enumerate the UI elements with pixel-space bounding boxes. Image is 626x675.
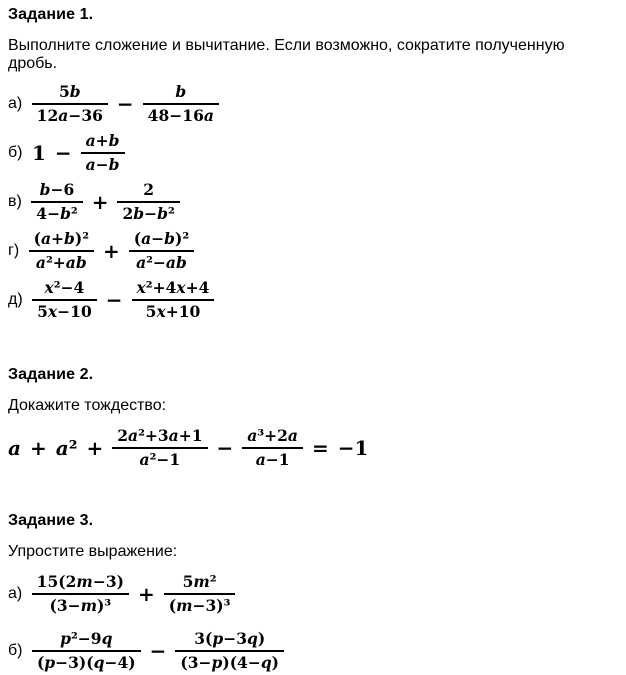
numerator: (a−b)² [129,229,194,252]
operator: + [91,190,109,214]
denominator: a²−1 [139,450,181,469]
task3-expression-1 [8,570,618,618]
numerator: 3(p−3q) [175,629,284,652]
task1-expression-3 [8,180,618,224]
task-2-section [8,366,618,472]
fraction [32,82,108,126]
numerator: x²+4x+4 [132,278,215,301]
math-variable: b [64,229,75,249]
math-variable: m [176,596,193,615]
operator: + [102,239,120,263]
operator: − [149,639,167,663]
item-label: а) [8,95,27,112]
fraction [32,572,129,616]
numerator: a³+2a [242,426,303,449]
math-variable: a [35,253,46,272]
fraction [175,629,284,673]
task-3-instruction: Упростите выражение: [8,543,178,560]
task-2-title: Задание 2. [8,366,94,383]
math-variable: q [260,653,272,672]
math-variable: a [85,155,96,174]
fraction [81,131,125,175]
math-variable: a [128,426,139,446]
fraction [129,229,194,273]
numerator [143,82,219,105]
item-label: б) [8,642,27,659]
denominator: a²+ab [35,253,87,272]
task-1-title: Задание 1. [8,6,94,23]
denominator: 48−16a [147,106,214,125]
math-variable: x [47,302,58,321]
math-variable: a [141,229,152,249]
math-variable: a [55,436,69,460]
fraction [29,229,94,273]
denominator: a²−ab [136,253,187,272]
numerator: b−6 [31,180,82,203]
fraction [32,629,141,673]
numerator: 2a²+3a+1 [112,426,207,449]
math-variable: x [176,278,186,298]
math-variable: b [133,204,145,223]
math-variable: a [58,106,69,125]
task-2-instruction: Докажите тождество: [8,397,167,414]
math-variable: p [60,629,71,649]
fraction [242,426,303,470]
math-variable: b [69,82,81,102]
math-variable: a [65,253,76,272]
numerator: p²−9q [32,629,141,652]
math-variable: b [108,131,120,151]
fraction [31,180,82,224]
numerator: 2 [117,180,179,203]
denominator: 5x−10 [37,302,92,321]
math-variable: p [212,629,224,649]
task-3-items [8,570,618,675]
numerator: 5m² [164,572,236,595]
math-variable: p [211,653,223,672]
numerator: (a+b)² [29,229,94,252]
denominator: 4−b² [36,204,78,223]
denominator: (3−m)³ [49,596,112,615]
operator: + [29,436,47,460]
fraction [32,278,97,322]
math-variable: a [203,106,214,125]
math-variable: m [193,572,210,592]
denominator: (3−p)(4−q) [180,653,280,672]
math-variable: p [44,653,56,672]
math-variable: a [8,436,21,460]
numerator: 15(2m−3) [32,572,129,595]
item-label: г) [8,242,24,259]
operator: − [116,92,134,116]
math-variable: a [165,253,176,272]
math-variable: a [247,426,258,446]
math-variable: a [40,229,51,249]
denominator: (p−3)(q−4) [36,653,136,672]
math-variable: x [136,278,146,298]
task-3-section [8,512,618,675]
math-variable: a [136,253,147,272]
fraction [143,82,219,126]
task1-expression-4 [8,229,618,273]
math-variable: b [175,82,187,102]
fraction [164,572,236,616]
math-variable: q [246,629,258,649]
math-text: −1 [337,436,369,460]
math-variable: b [175,253,187,272]
operator: + [137,582,155,606]
task-1-section [8,6,618,322]
math-variable: m [80,596,98,615]
math-variable: x [44,278,54,298]
math-variable: a [255,450,266,469]
operator: − [105,288,123,312]
operator: − [216,436,234,460]
math-variable: a [287,426,298,446]
math-variable: b [108,155,120,174]
math-variable: a [139,450,150,469]
math-variable: m [76,572,93,592]
math-variable: x [156,302,166,321]
math-variable: a [85,131,96,151]
denominator: 12a−36 [36,106,103,125]
fraction [117,180,179,224]
task1-expression-1 [8,82,618,126]
numerator: x²−4 [32,278,97,301]
task-1-instruction: Выполните сложение и вычитание. Если возможно, сократите полученную дробь. [8,37,565,72]
math-variable: q [93,653,105,672]
task2-expression-1 [8,424,618,472]
math-variable: b [39,180,51,200]
operator: − [54,141,72,165]
math-variable: q [101,629,113,649]
item-label: в) [8,193,27,210]
math-text: 1 [31,141,46,165]
math-text: a² [55,436,78,460]
denominator: 2b−b² [122,204,175,223]
denominator: (m−3)³ [168,596,231,615]
denominator: a−b [85,155,120,174]
task3-expression-2 [8,627,618,675]
fraction [112,426,207,470]
operator: + [86,436,104,460]
numerator: a+b [81,131,125,154]
item-label: б) [8,144,27,161]
task-1-items [8,82,618,322]
operator: = [311,436,329,460]
fraction [132,278,215,322]
math-variable: b [157,204,168,223]
math-variable: a [168,426,179,446]
math-text [8,436,21,460]
math-variable: b [164,229,175,249]
math-variable: b [60,204,71,223]
denominator: a−1 [255,450,290,469]
task1-expression-2 [8,131,618,175]
math-variable: b [75,253,87,272]
denominator: 5x+10 [145,302,201,321]
numerator: 5b [32,82,108,105]
item-label: д) [8,291,28,308]
task-2-items [8,424,618,472]
task1-expression-5 [8,278,618,322]
task-3-title: Задание 3. [8,512,94,529]
item-label: а) [8,585,27,602]
